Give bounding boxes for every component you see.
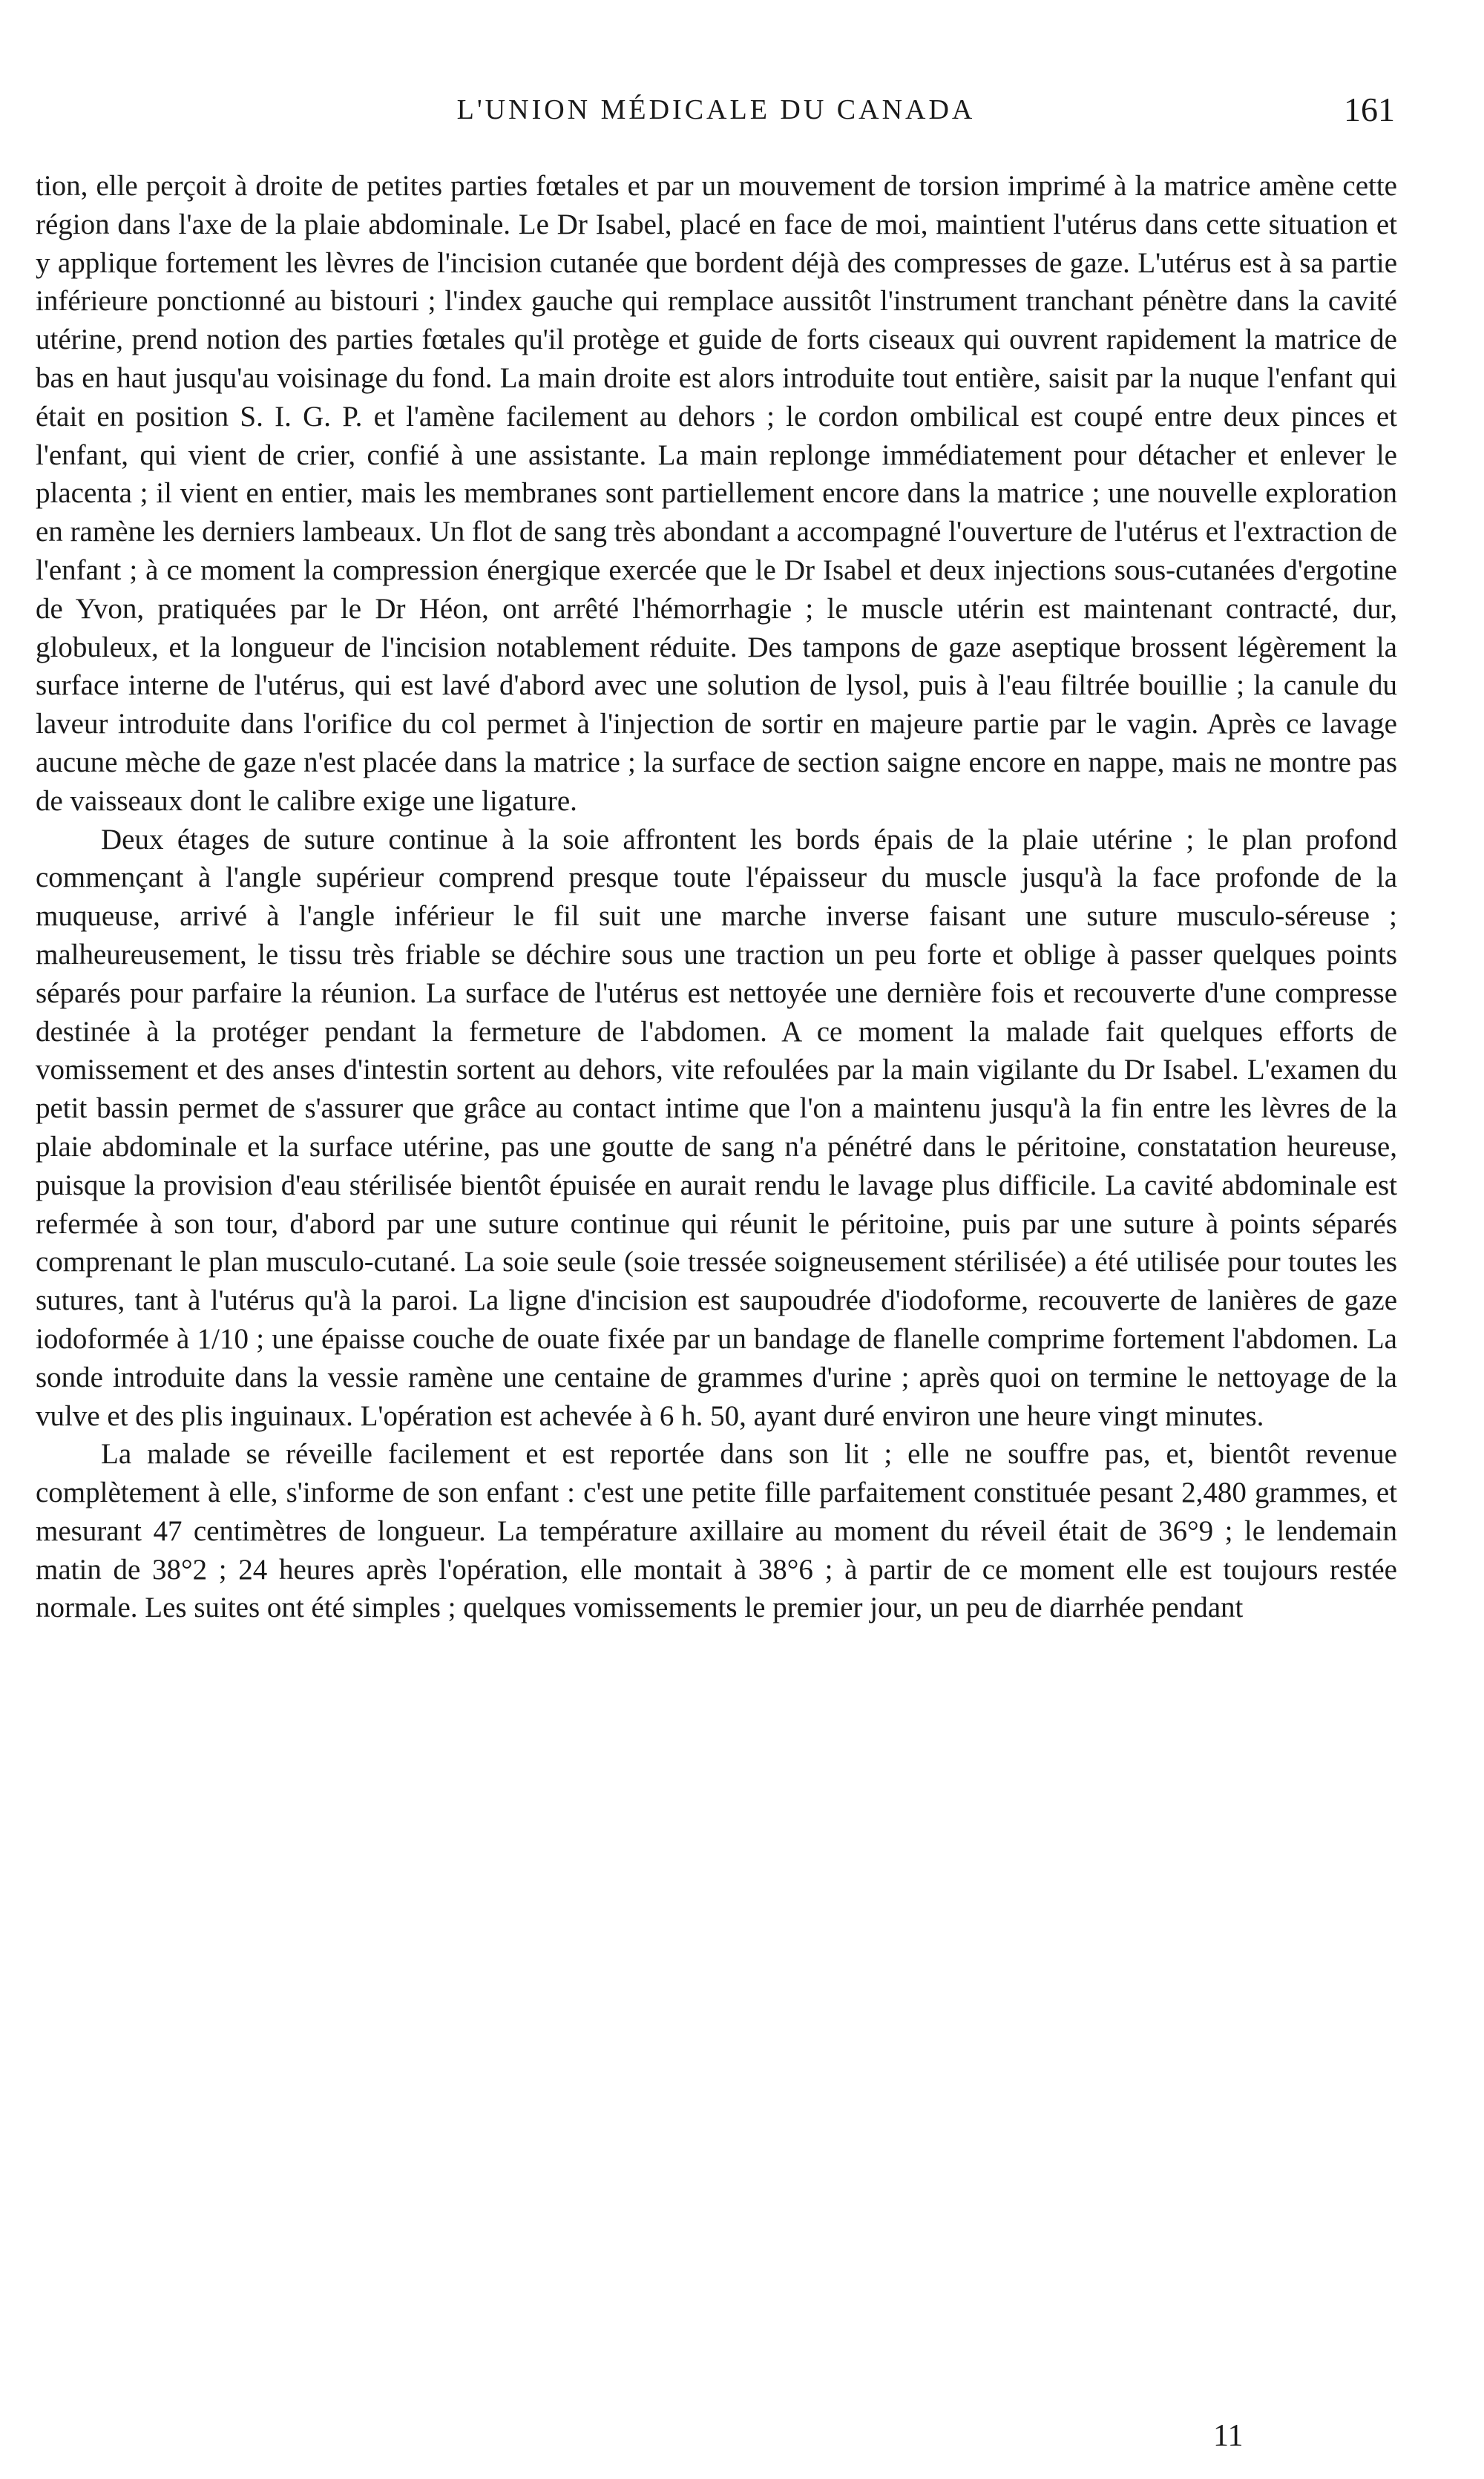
printer-signature-mark: 11: [1213, 2419, 1244, 2453]
journal-title: L'UNION MÉDICALE DU CANADA: [456, 94, 976, 125]
paragraph-sutures: Deux étages de suture continue à la soie affrontent les bords épais de la plaie utérine ; le plan profond commençant à l'angle supérieur comprend presque toute l'épaisseur du muscle jusqu'à la face profonde de la muqueuse, arrivé à l'angle inférieur le fil suit une marche inverse faisant une suture musculo-séreuse ; malheureusement, le tissu très friable se déchire sous une traction un peu forte et oblige à passer quelques points séparés pour parfaire la réunion. La surface de l'utérus est nettoyée une dernière fois et recouverte d'une compresse destinée à la protéger pendant la fermeture de l'abdomen. A ce moment la malade fait quelques efforts de vomissement et des anses d'intestin sortent au dehors, vite refoulées par la main vigilante du Dr Isabel. L'examen du petit bassin permet de s'assurer que grâce au contact intime que l'on a maintenu jusqu'à la fin entre les lèvres de la plaie abdominale et la surface utérine, pas une goutte de sang n'a pénétré dans le péritoine, constatation heureuse, puisque la provision d'eau stérilisée bientôt épuisée en aurait rendu le lavage plus difficile. La cavité abdominale est refermée à son tour, d'abord par une suture continue qui réunit le péritoine, puis par une suture à points séparés comprenant le plan musculo-cutané. La soie seule (soie tressée soigneusement stérilisée) a été utilisée pour toutes les sutures, tant à l'utérus qu'à la paroi. La ligne d'incision est saupoudrée d'iodoforme, recouverte de lanières de gaze iodoformée à 1/10 ; une épaisse couche de ouate fixée par un bandage de flanelle comprime fortement l'abdomen. La sonde introduite dans la vessie ramène une centaine de grammes d'urine ; après quoi on termine le nettoyage de la vulve et des plis inguinaux. L'opération est achevée à 6 h. 50, ayant duré environ une heure vingt minutes.: [36, 823, 1397, 1432]
paragraph-recovery: La malade se réveille facilement et est reportée dans son lit ; elle ne souffre pas, et, bientôt revenue complètement à elle, s'informe de son enfant : c'est une petite fille parfaitement constituée pesant 2,480 grammes, et mesurant 47 centimètres de longueur. La température axillaire au moment du réveil était de 36°9 ; le lendemain matin de 38°2 ; 24 heures après l'opération, elle montait à 38°6 ; à partir de ce moment elle est toujours restée normale. Les suites ont été simples ; quelques vomissements le premier jour, un peu de diarrhée pendant: [36, 1438, 1397, 1624]
running-header: [37, 88, 1395, 132]
article-body: [36, 167, 1397, 1627]
paragraph-continued: tion, elle perçoit à droite de petites parties fœtales et par un mouvement de torsion imprimé à la matrice amène cette région dans l'axe de la plaie abdominale. Le Dr Isabel, placé en face de moi, maintient l'utérus dans cette situation et y applique fortement les lèvres de l'incision cutanée que bordent déjà des compresses de gaze. L'utérus est à sa partie inférieure ponctionné au bistouri ; l'index gauche qui remplace aussitôt l'instrument tranchant pénètre dans la cavité utérine, prend notion des parties fœtales qu'il protège et guide de forts ciseaux qui ouvrent rapidement la matrice de bas en haut jusqu'au voisinage du fond. La main droite est alors introduite tout entière, saisit par la nuque l'enfant qui était en position S. I. G. P. et l'amène facilement au dehors ; le cordon ombilical est coupé entre deux pinces et l'enfant, qui vient de crier, confié à une assistante. La main replonge immédiatement pour détacher et enlever le placenta ; il vient en entier, mais les membranes sont partiellement encore dans la matrice ; une nouvelle exploration en ramène les derniers lambeaux. Un flot de sang très abondant a accompagné l'ouverture de l'utérus et l'extraction de l'enfant ; à ce moment la compression énergique exercée que le Dr Isabel et deux injections sous-cutanées d'ergotine de Yvon, pratiquées par le Dr Héon, ont arrêté l'hémorrhagie ; le muscle utérin est maintenant contracté, dur, globuleux, et la longueur de l'incision notablement réduite. Des tampons de gaze aseptique brossent légèrement la surface interne de l'utérus, qui est lavé d'abord avec une solution de lysol, puis à l'eau filtrée bouillie ; la canule du laveur introduite dans l'orifice du col permet à l'injection de sortir en majeure partie par le vagin. Après ce lavage aucune mèche de gaze n'est placée dans la matrice ; la surface de section saigne encore en nappe, mais ne montre pas de vaisseaux dont le calibre exige une ligature.: [36, 170, 1397, 817]
page-number: 161: [1344, 91, 1395, 128]
